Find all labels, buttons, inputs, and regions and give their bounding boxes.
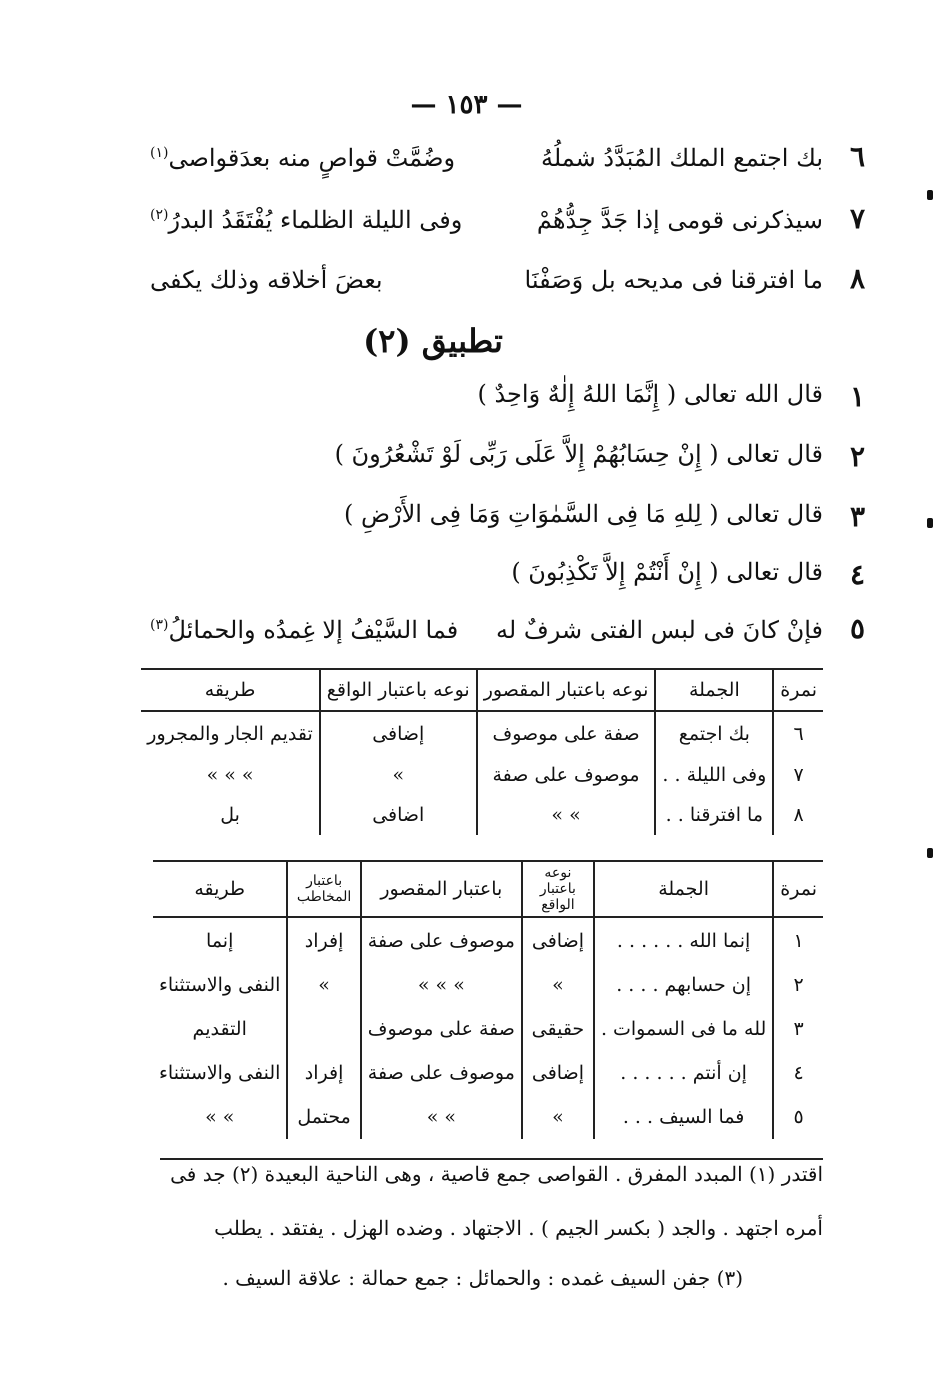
- example-text: قال تعالى ( إِنْ أَنْتُمْ إِلاَّ تَكْذِبُونَ ): [511, 558, 823, 586]
- verse-second-hemistich: وفى الليلة الظلماء يُفْتَقَدُ البدرُ$^{(٢)}$: [150, 206, 463, 234]
- cell-sentence: لله ما فى السموات .: [594, 1007, 773, 1051]
- cell-by-addressee: [287, 1007, 360, 1051]
- cell-by-addressee: إفراد: [287, 917, 360, 963]
- cell-sentence: إن حسابهم . . . .: [594, 963, 773, 1007]
- cell-method: النفى والاستثناء: [159, 974, 281, 996]
- table-row: [153, 1095, 823, 1139]
- cell-type-reality: »: [320, 755, 477, 795]
- column-header-number: نمرة: [773, 861, 823, 917]
- example-2: [334, 440, 865, 473]
- cell-method: بل: [220, 804, 240, 826]
- cell-method: التقديم: [192, 1018, 247, 1040]
- cell-type-restricted: صفة على موصوف: [477, 711, 656, 755]
- table-row: [153, 1007, 823, 1051]
- cell-sentence: إنما الله . . . . . .: [594, 917, 773, 963]
- cell-by-restricted: » » »: [361, 963, 522, 1007]
- margin-mark: [927, 190, 933, 200]
- example-4: [511, 558, 865, 591]
- cell-sentence: بك اجتمع: [655, 711, 773, 755]
- cell-number: ٦: [773, 711, 823, 755]
- cell-method: » »: [205, 1106, 235, 1128]
- cell-sentence: وفى الليلة . .: [655, 755, 773, 795]
- exercise-heading: تطبيق (٢): [363, 322, 503, 360]
- cell-number: ٨: [773, 795, 823, 835]
- verse-number: ٧: [849, 202, 865, 235]
- footnote-line-1: اقتدر (١) المبدد المفرق . القواصى جمع قاصية ، وهى الناحية البعيدة (٢) جد فى: [170, 1162, 823, 1186]
- verse-6: [150, 140, 865, 184]
- column-header-by-addressee: باعتبار المخاطب: [287, 861, 360, 917]
- cell-number: ٥: [773, 1095, 823, 1139]
- cell-number: ٣: [773, 1007, 823, 1051]
- cell-type-reality: »: [522, 963, 594, 1007]
- cell-type-reality: »: [522, 1095, 594, 1139]
- cell-type-reality: حقيقى: [522, 1007, 594, 1051]
- column-header-number: نمرة: [773, 669, 823, 711]
- cell-type-reality: إضافى: [320, 711, 477, 755]
- cell-type-reality: اضافى: [320, 795, 477, 835]
- verse-5: [150, 612, 865, 656]
- example-number: ١: [849, 380, 865, 413]
- analysis-table-1: [141, 668, 823, 835]
- table-row: [141, 795, 823, 835]
- cell-by-restricted: موصوف على صفة: [361, 1051, 522, 1095]
- verse-first-hemistich: بك اجتمع الملك المُبَدَّدُ شملُهُ: [540, 144, 823, 172]
- example-text: قال الله تعالى ( إِنَّمَا اللهُ إِلٰهٌ وَاحِدٌ ): [477, 380, 823, 408]
- example-number: ٢: [849, 440, 865, 473]
- footnote-separator: [160, 1158, 823, 1160]
- table-row: [153, 1051, 823, 1095]
- cell-by-restricted: صفة على موصوف: [361, 1007, 522, 1051]
- table-row: [153, 917, 823, 963]
- table-row: [141, 711, 823, 755]
- verse-second-hemistich: بعضَ أخلاقه وذلك يكفى: [150, 266, 383, 294]
- cell-number: ٤: [773, 1051, 823, 1095]
- margin-mark: [927, 518, 933, 528]
- example-number: ٤: [849, 558, 865, 591]
- example-text: قال تعالى ( لِلهِ مَا فِى السَّمٰوَاتِ وَمَا فِى الأَرْضِ ): [343, 500, 823, 528]
- verse-second-hemistich: وضُمَّتْ قواصٍ منه بعدَقواصى$^{(١)}$: [150, 144, 456, 172]
- column-header-method: طريقه: [153, 861, 287, 917]
- verse-8: [150, 262, 865, 306]
- verse-first-hemistich: سيذكرنى قومى إذا جَدَّ جِدُّهُمْ: [536, 206, 823, 234]
- cell-sentence: ما افترقنا . .: [655, 795, 773, 835]
- column-header-type-by-reality: نوعه باعتبار الواقع: [522, 861, 594, 917]
- table-row: [153, 963, 823, 1007]
- cell-by-restricted: » »: [361, 1095, 522, 1139]
- example-text: قال تعالى ( إِنْ حِسَابُهُمْ إِلاَّ عَلَى رَبِّى لَوْ تَشْعُرُونَ ): [334, 440, 823, 468]
- verse-number: ٨: [849, 262, 865, 295]
- cell-type-reality: إضافى: [522, 917, 594, 963]
- verse-first-hemistich: فإنْ كانَ فى لبس الفتى شرفٌ له: [496, 616, 823, 644]
- column-header-method: طريقه: [141, 669, 320, 711]
- example-1: [477, 380, 865, 413]
- cell-method: إنما: [206, 929, 234, 952]
- cell-by-addressee: محتمل: [287, 1095, 360, 1139]
- cell-number: ١: [773, 917, 823, 963]
- table-row: [141, 755, 823, 795]
- cell-sentence: فما السيف . . .: [594, 1095, 773, 1139]
- verse-number: ٦: [849, 140, 865, 173]
- margin-mark: [927, 848, 933, 858]
- cell-sentence: إن أنتم . . . . . .: [594, 1051, 773, 1095]
- column-header-by-restricted: باعتبار المقصور: [361, 861, 522, 917]
- cell-type-restricted: » »: [477, 795, 656, 835]
- verse-second-hemistich: فما السَّيْفُ إلا غِمدُه والحمائلُ$^{(٣)}$: [150, 616, 459, 644]
- column-header-sentence: الجملة: [655, 669, 773, 711]
- example-number: ٣: [849, 500, 865, 533]
- column-header-sentence: الجملة: [594, 861, 773, 917]
- cell-method: » » »: [206, 764, 254, 786]
- verse-7: [150, 202, 865, 246]
- cell-by-addressee: »: [287, 963, 360, 1007]
- cell-type-reality: إضافى: [522, 1051, 594, 1095]
- verse-first-hemistich: ما افترقنا فى مديحه بل وَصَفْنَا: [524, 266, 823, 294]
- footnote-ref: (١): [150, 145, 169, 161]
- verse-number: ٥: [849, 612, 865, 645]
- analysis-table-2: [153, 860, 823, 1139]
- example-3: [343, 500, 865, 533]
- cell-method: النفى والاستثناء: [159, 1062, 281, 1084]
- cell-type-restricted: موصوف على صفة: [477, 755, 656, 795]
- cell-method: تقديم الجار والمجرور: [147, 722, 313, 745]
- cell-by-restricted: موصوف على صفة: [361, 917, 522, 963]
- footnote-ref: (٢): [150, 207, 169, 223]
- footnote-line-3: (٣) جفن السيف غمده : والحمائل : جمع حمالة : علاقة السيف .: [222, 1266, 743, 1290]
- cell-number: ٢: [773, 963, 823, 1007]
- page-number: — ١٥٣ —: [410, 90, 523, 120]
- footnote-ref: (٣): [150, 617, 169, 633]
- column-header-type-by-restricted: نوعه باعتبار المقصور: [477, 669, 656, 711]
- cell-number: ٧: [773, 755, 823, 795]
- column-header-type-by-reality: نوعه باعتبار الواقع: [320, 669, 477, 711]
- cell-by-addressee: إفراد: [287, 1051, 360, 1095]
- footnote-line-2: أمره اجتهد . والجد ( بكسر الجيم ) . الاجتهاد . وضده الهزل . يفتقد . يطلب: [214, 1216, 823, 1240]
